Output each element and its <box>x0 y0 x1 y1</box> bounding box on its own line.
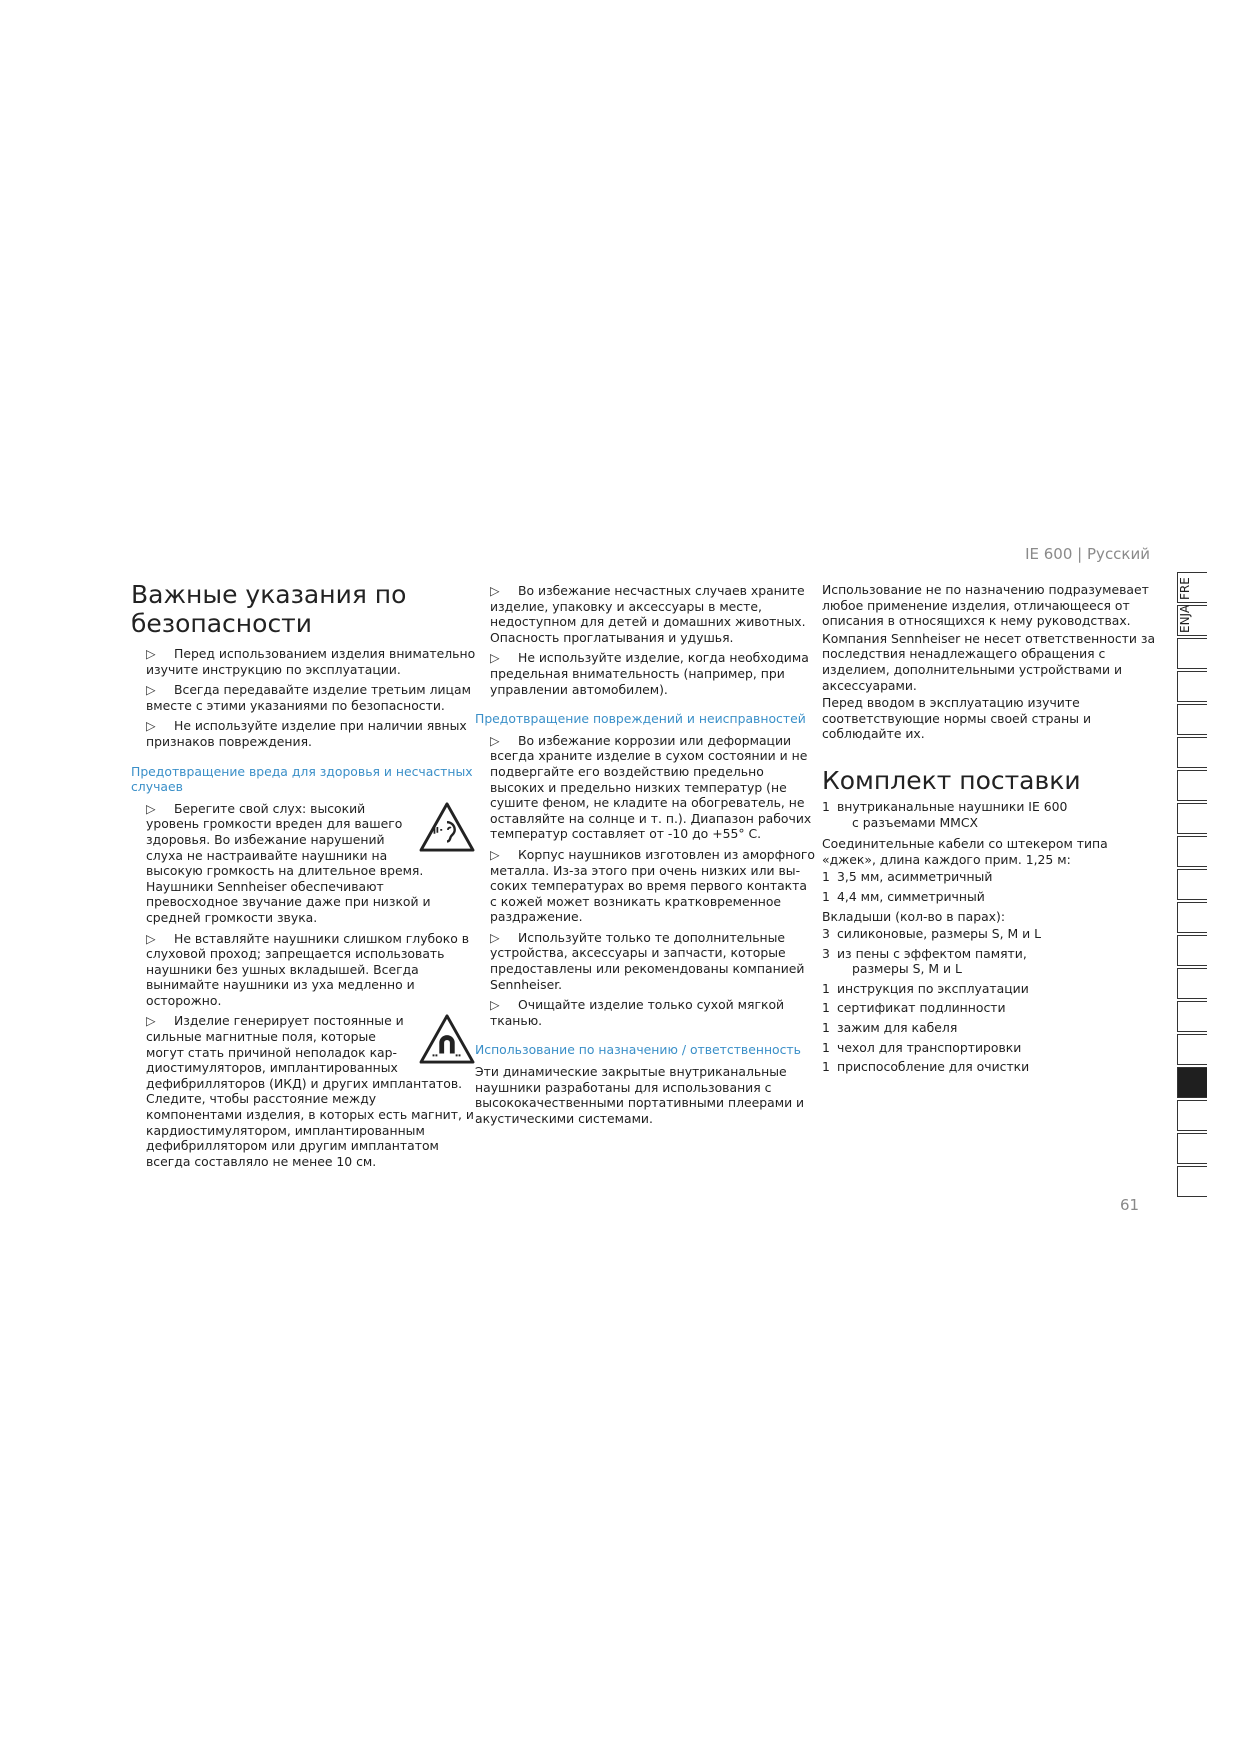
hearing-warning-icon <box>418 801 476 853</box>
bullet-item: ▷ Всегда передавайте изделие третьим лицам вместе с этими указаниями по безопасности. <box>146 682 471 713</box>
bullet-triangle-icon: ▷ <box>146 1013 156 1029</box>
package-item: 3 из пены с эффектом памяти, размеры S, M и L <box>822 945 1027 977</box>
subheading-damage: Предотвращение повреждений и неисправностей <box>475 711 806 727</box>
bullet-triangle-icon: ▷ <box>490 650 500 666</box>
cables-label: Соединительные кабели со штекером типа «джек», длина каждого прим. 1,25 м: <box>822 836 1108 867</box>
language-tab[interactable] <box>1177 869 1207 900</box>
magnet-warning-icon <box>418 1013 476 1065</box>
product-name: IE 600 <box>1025 545 1073 563</box>
package-item: 1 приспособление для очистки <box>822 1059 1030 1075</box>
bullet-triangle-icon: ▷ <box>146 646 156 661</box>
page-number: 61 <box>1120 1196 1140 1214</box>
bullet-item: ▷ Во избежание коррозии или деформации всегда храните изделие в сухом состоянии и не подвергайте его воздействию предельно высоких и предельно низких температур (не сушите феном, не кладите на обогреватель, не оставляйте на солнце и т. п.). Диапазон рабочих температур составляет от -10 до +55° C. <box>490 732 812 842</box>
bullet-item: ▷ Во избежание несчастных случаев храните изделие, упаковку и аксессуары в месте, недоступном для детей и домашних животных. Опасность проглатывания и удушья. <box>490 583 806 645</box>
language-tab[interactable] <box>1177 1034 1207 1065</box>
intended-use-paragraph: Эти динамические закрытые внутриканальные наушники разработаны для использования с высококачественными портативными плеерами и акустическими системами. <box>475 1064 805 1126</box>
package-contents-title: Комплект поставки <box>822 765 1081 795</box>
paragraph: Использование не по назначению подразумевает любое применение изделия, отличающееся от описания в относящихся к нему руководствах. <box>822 582 1149 629</box>
language-tab[interactable]: ENJA <box>1177 605 1207 636</box>
safety-title: Важные указания по безопасности <box>131 580 407 638</box>
bullet-triangle-icon: ▷ <box>146 718 156 734</box>
paragraph: Перед вводом в эксплуатацию изучите соответствующие нормы своей страны и соблюдайте их. <box>822 695 1092 742</box>
language-tab[interactable] <box>1177 638 1207 669</box>
package-item: 1 внутриканальные наушники IE 600 с разъемами MMCX <box>822 798 1068 830</box>
bullet-triangle-icon: ▷ <box>490 583 500 598</box>
running-header <box>1010 545 1150 563</box>
bullet-triangle-icon: ▷ <box>146 800 156 816</box>
bullet-triangle-icon: ▷ <box>490 846 500 862</box>
subheading-intended-use: Использование по назначению / ответственность <box>475 1042 801 1058</box>
language-label: Русский <box>1087 545 1150 563</box>
bullet-triangle-icon: ▷ <box>490 732 500 748</box>
bullet-item: ▷ Перед использованием изделия внимательно изучите инструкцию по эксплуатации. <box>146 646 476 677</box>
bullet-triangle-icon: ▷ <box>146 682 156 698</box>
package-item: 1 чехол для транспортировки <box>822 1039 1022 1055</box>
tips-label: Вкладыши (кол-во в парах): <box>822 908 1006 924</box>
subheading-health: Предотвращение вреда для здоровья и несчастных случаев <box>131 763 473 795</box>
package-item: 1 3,5 мм, асимметричный <box>822 869 993 885</box>
bullet-item: ▷ Не вставляйте наушники слишком глубоко в слуховой проход; запрещается использовать наушники без ушных вкладышей. Всегда вынимайте наушники из уха медленно и осторожно. <box>146 930 470 1008</box>
bullet-item: ▷ Берегите свой слух: высокий уровень громкости вреден для вашего здоровья. Во избежание нарушений слуха не настраивайте наушники на высокую громкость на длительное время. Наушники Sennheiser обеспечивают превосходное звучание даже при низкой и средней громкости звука. <box>146 801 476 926</box>
language-tab[interactable] <box>1177 770 1207 801</box>
package-item: 1 инструкция по эксплуатации <box>822 980 1029 996</box>
language-tab[interactable] <box>1177 737 1207 768</box>
language-tab[interactable] <box>1177 1166 1207 1197</box>
language-tab[interactable] <box>1177 902 1207 933</box>
language-tab[interactable] <box>1177 968 1207 999</box>
package-item: 3 силиконовые, размеры S, M и L <box>822 926 1042 942</box>
bullet-item: ▷ Изделие генерирует постоянные и сильные магнитные поля, которые могут стать причиной неполадок кардиостимуляторов, имплантированных дефибрилляторов (ИКД) и других имплантатов. Следите, чтобы расстояние между компонентами изделия, в которых есть магнит, и кардиостимулятором, имплантированным дефибриллятором или другим имплантатом всегда составляло не менее 10 см. <box>146 1013 476 1169</box>
bullet-triangle-icon: ▷ <box>490 997 500 1013</box>
language-tab[interactable] <box>1177 1100 1207 1131</box>
bullet-item: ▷ Не используйте изделие при наличии явных признаков повреждения. <box>146 718 467 749</box>
language-tab[interactable] <box>1177 836 1207 867</box>
package-item: 1 4,4 мм, симметричный <box>822 888 985 904</box>
language-tab[interactable]: FRE <box>1177 572 1207 603</box>
bullet-item: ▷ Не используйте изделие, когда необходима предельная внимательность (например, при управлении автомобилем). <box>490 650 809 697</box>
header-separator: | <box>1077 545 1083 563</box>
bullet-item: ▷ Используйте только те дополнительные устройства, аксессуары и запчасти, которые предоставлены или рекомендованы компанией Sennheiser. <box>490 929 805 992</box>
bullet-item: ▷ Очищайте изделие только сухой мягкой тканью. <box>490 997 785 1028</box>
language-tab[interactable] <box>1177 935 1207 966</box>
language-tab-active[interactable] <box>1177 1067 1207 1098</box>
bullet-triangle-icon: ▷ <box>146 930 156 946</box>
language-tab[interactable] <box>1177 1001 1207 1032</box>
bullet-item: ▷ Корпус наушников изготовлен из аморфного металла. Из-за этого при очень низких или высоких температурах во время первого контакта с кожей может возникать кратковременное раздражение. <box>490 846 816 925</box>
language-tab[interactable] <box>1177 671 1207 702</box>
paragraph: Компания Sennheiser не несет ответственности за последствия ненадлежащего обращения с изделием, дополнительными устройствами и аксессуарами. <box>822 630 1156 693</box>
language-tabs <box>1177 572 1207 1199</box>
language-tab[interactable] <box>1177 704 1207 735</box>
package-item: 1 сертификат подлинности <box>822 1000 1006 1016</box>
column-1 <box>131 580 476 1174</box>
column-3 <box>822 582 1162 1079</box>
column-2 <box>475 583 815 1128</box>
package-item: 1 зажим для кабеля <box>822 1020 958 1036</box>
bullet-triangle-icon: ▷ <box>490 929 500 945</box>
language-tab[interactable] <box>1177 803 1207 834</box>
language-tab[interactable] <box>1177 1133 1207 1164</box>
